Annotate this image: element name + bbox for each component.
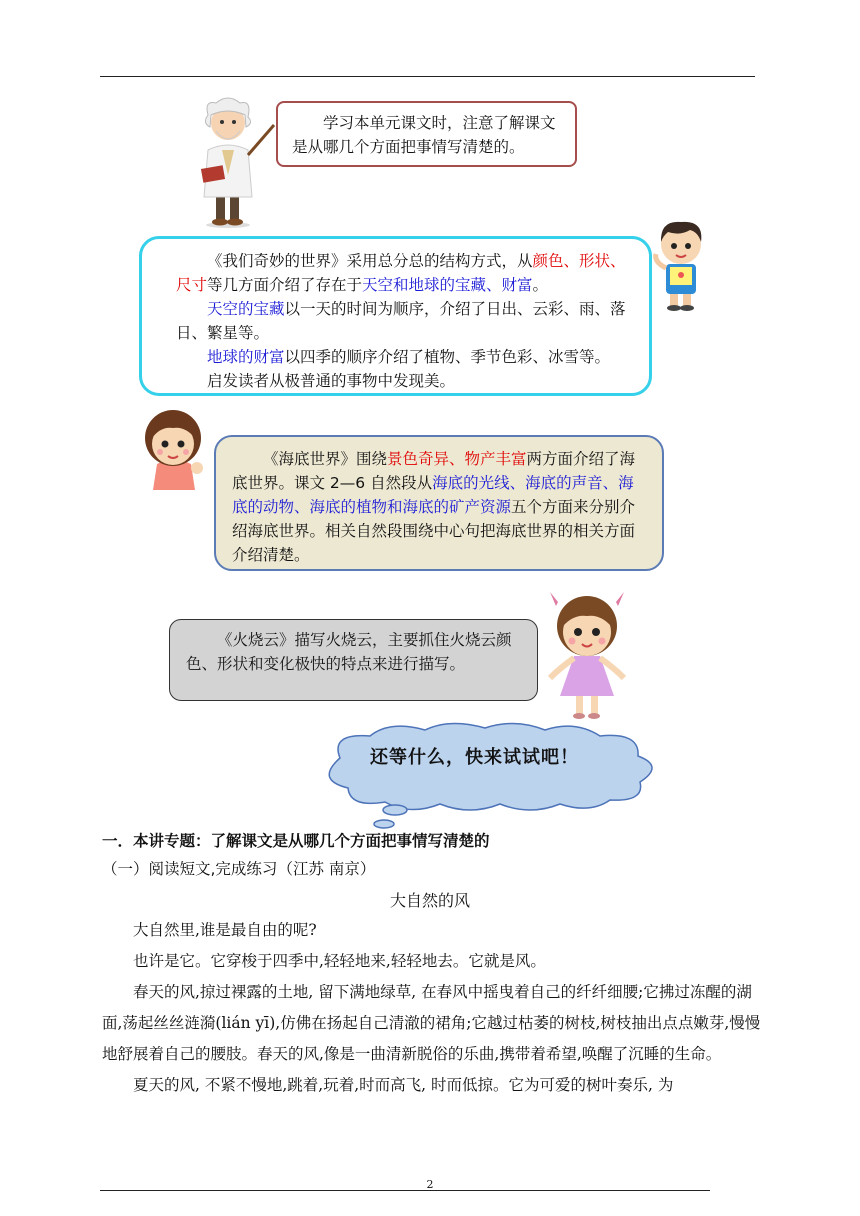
article-title: 大自然的风 [389,891,470,910]
cloud-speech-bubble [169,619,538,701]
sea-text-1b: 两方面介绍了海底世界。课文 2—6 自然段从 [232,450,636,492]
world-para-2 [176,297,631,345]
world-para-1 [176,249,631,297]
teacher-bubble-text: 学习本单元课文时，注意了解课文是从哪几个方面把事情写清楚的。 [292,114,556,156]
sea-text-1-blue: 海底的光线、海底的声音、海底的动物、海底的植物和海底的矿产资源 [232,474,634,516]
footer-rule [100,1190,710,1191]
sea-text-1c: 五个方面来分别介绍海底世界。相关自然段围绕中心句把海底世界的相关方面介绍清楚。 [232,498,636,564]
sub-title-text: （一）阅读短文,完成练习 [102,860,278,878]
article-body [102,915,770,1101]
world-text-4: 启发读者从极普通的事物中发现美。 [207,372,456,390]
world-text-1c: 。 [532,276,549,294]
sea-para [232,447,646,567]
girl-illustration-1 [135,404,215,490]
world-text-3-blue: 地球的财富 [207,348,285,366]
sub-title [102,857,375,879]
sea-text-1: 《海底世界》围绕 [263,450,388,468]
sea-text-1-red: 景色奇异、物产丰富 [387,450,527,468]
world-para-3 [176,345,631,369]
article-paragraph: 大自然里,谁是最自由的呢? [133,921,317,939]
teacher-illustration [190,95,280,230]
teacher-speech-bubble [276,101,577,167]
cloud-bubble-text: 《火烧云》描写火烧云，主要抓住火烧云颜色、形状和变化极快的特点来进行描写。 [186,631,512,673]
girl-illustration-2 [540,588,635,720]
world-speech-bubble [139,236,652,396]
world-text-1: 《我们奇妙的世界》采用总分总的结构方式，从 [207,252,533,270]
article-paragraph: 也许是它。它穿梭于四季中,轻轻地来,轻轻地去。它就是风。 [133,952,546,970]
world-text-3: 以四季的顺序介绍了植物、季节色彩、冰雪等。 [284,348,611,366]
world-text-1-red: 颜色、形状、尺寸 [176,252,626,294]
page-number: 2 [426,1178,434,1191]
section-title: 一．本讲专题：了解课文是从哪几个方面把事情写清楚的 [102,832,490,850]
world-text-1b: 等几方面介绍了存在于 [207,276,363,294]
cloud-prompt-text: 还等什么，快来试试吧！ [370,747,579,768]
header-rule [100,76,755,77]
world-para-4 [176,369,631,393]
world-text-2: 以一天的时间为顺序，介绍了日出、云彩、雨、落日、繁星等。 [176,300,626,342]
sea-speech-bubble [214,435,664,571]
world-text-1-blue: 天空和地球的宝藏、财富 [362,276,533,294]
thought-cloud [310,718,670,828]
world-text-2-blue: 天空的宝藏 [207,300,285,318]
sub-title-source: （江苏 南京） [277,860,376,878]
boy-illustration [650,212,712,312]
article-paragraph: 夏天的风, 不紧不慢地,跳着,玩着,时而高飞, 时而低掠。它为可爱的树叶奏乐, 为 [133,1076,674,1094]
article-paragraph: 春天的风,掠过裸露的土地, 留下满地绿草, 在春风中摇曳着自己的纤纤细腰;它拂过冻醒的湖面,荡起丝丝涟漪(lián yī),仿佛在扬起自己清澈的裙角;它越过枯萎的树枝,树枝抽出点点嫩芽,慢慢地舒展着自己的腰肢。春天的风,像是一曲清新脱俗的乐曲,携带着希望,唤醒了沉睡的生命。 [102,983,761,1063]
